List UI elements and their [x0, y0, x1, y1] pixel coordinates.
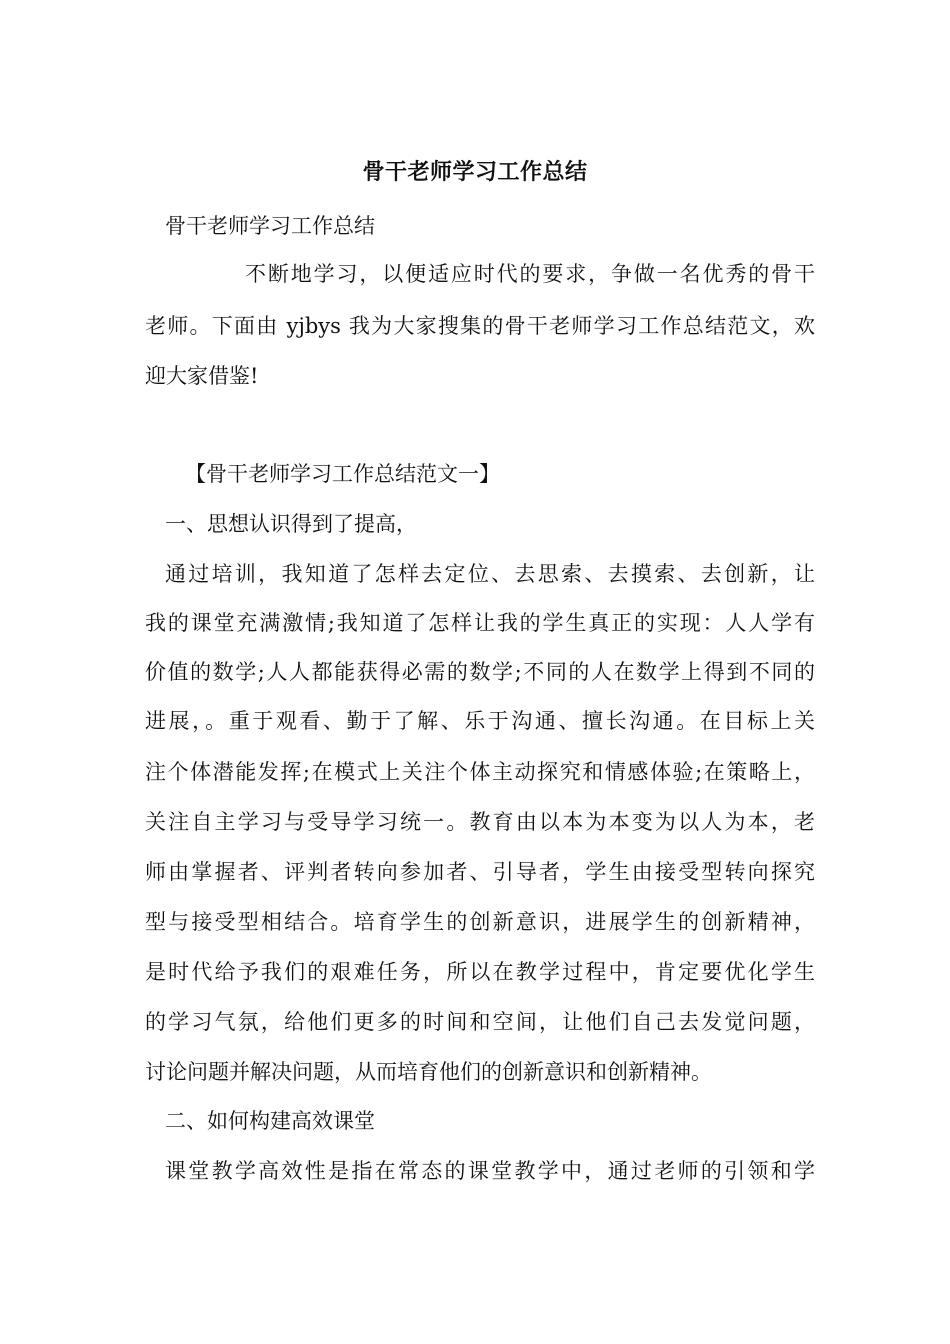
intro-line-1: 不断地学习，以便适应时代的要求，争做一名优秀的骨干 — [245, 262, 815, 286]
part1-heading: 一、思想认识得到了提高， — [165, 512, 417, 536]
part2-heading: 二、如何构建高效课堂 — [165, 1109, 375, 1133]
part1-line-2: 我的课堂充满激情;我知道了怎样让我的学生真正的实现：人人学有 — [145, 611, 815, 635]
part1-line-4: 进展，。重于观看、勤于了解、乐于沟通、擅长沟通。在目标上关 — [145, 709, 815, 733]
section-heading: 【骨干老师学习工作总结范文一】 — [185, 462, 500, 486]
part1-line-10: 的学习气氛，给他们更多的时间和空间，让他们自己去发觉问题， — [145, 1010, 815, 1034]
intro-line-2: 老师。下面由 yjbys 我为大家搜集的骨干老师学习工作总结范文，欢 — [145, 314, 815, 338]
part1-line-5: 注个体潜能发挥;在模式上关注个体主动探究和情感体验;在策略上， — [145, 760, 815, 784]
intro-line-3: 迎大家借鉴! — [145, 364, 259, 388]
part1-line-8: 型与接受型相结合。培育学生的创新意识，进展学生的创新精神， — [145, 910, 815, 934]
part2-line-1: 课堂教学高效性是指在常态的课堂教学中，通过老师的引领和学 — [165, 1159, 815, 1183]
part1-line-3: 价值的数学;人人都能获得必需的数学;不同的人在数学上得到不同的 — [145, 660, 815, 684]
part1-line-6: 关注自主学习与受导学习统一。教育由以本为本变为以人为本，老 — [145, 810, 815, 834]
part1-line-1: 通过培训，我知道了怎样去定位、去思索、去摸索、去创新，让 — [165, 562, 815, 586]
part1-line-11: 讨论问题并解决问题，从而培育他们的创新意识和创新精神。 — [145, 1060, 712, 1084]
part1-line-7: 师由掌握者、评判者转向参加者、引导者，学生由接受型转向探究 — [145, 860, 815, 884]
part1-line-9: 是时代给予我们的艰难任务，所以在教学过程中，肯定要优化学生 — [145, 960, 815, 984]
document-title: 骨干老师学习工作总结 — [362, 159, 588, 185]
document-subtitle: 骨干老师学习工作总结 — [165, 214, 375, 238]
